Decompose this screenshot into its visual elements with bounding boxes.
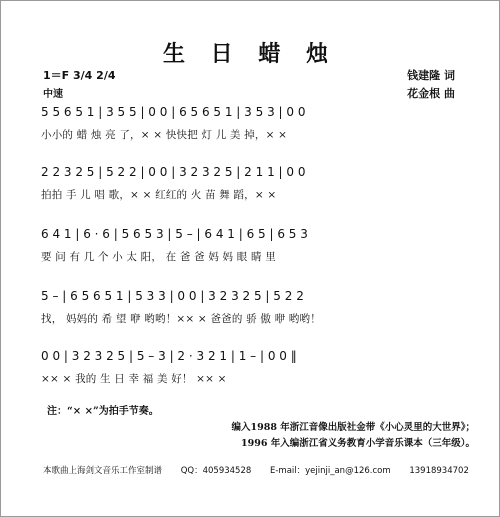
lyrics: 拍拍 手 儿 唱 歌，× × 红红的 火 苗 舞 蹈，× × <box>41 189 277 201</box>
phone-contact: 13918934702 <box>409 466 469 476</box>
composer-credit: 花金根 曲 <box>407 87 455 100</box>
footer <box>43 464 485 476</box>
lyrics: 小小的 蜡 烛 亮 了，× × 快快把 灯 儿 美 掉，× × <box>41 129 288 141</box>
clapping-note: 注：“× ×”为拍手节奏。 <box>47 406 159 417</box>
lyricist-credit: 钱建隆 词 <box>407 69 455 82</box>
time-signature: 3/4 2/4 <box>73 69 116 82</box>
key-signature <box>43 67 116 83</box>
lyrics: 找， 妈妈的 希 望 咿 哟哟！×× × 爸爸的 骄 傲 咿 哟哟！ <box>41 313 321 325</box>
qq-contact: QQ：405934528 <box>180 466 252 476</box>
publication-line-2: 1996 年入编浙江省义务教育小学音乐课本（三年级）。 <box>241 438 475 449</box>
notation: 2 2 3 2 5 | 5 2 2 | 0 0 | 3 2 3 2 5 | 2 1 1 | 0 0 <box>41 165 306 179</box>
key-label: 1＝F <box>43 69 70 82</box>
maker-credit: 本歌曲上海剑文音乐工作室制谱 <box>43 466 163 476</box>
publication-line-1: 编入1988 年浙江音像出版社金带《小心灵里的大世界》； <box>231 422 475 433</box>
tempo-marking: 中速 <box>43 89 63 100</box>
notation: 6 4 1 | 6 · 6 | 5 6 5 3 | 5 – | 6 4 1 | 6 5 | 6 5 3 <box>41 227 308 241</box>
notation: 0 0 | 3 2 3 2 5 | 5 – 3 | 2 · 3 2 1 | 1 – | 0 0 ‖ <box>41 349 297 363</box>
notation: 5 – | 6 5 6 5 1 | 5 3 3 | 0 0 | 3 2 3 2 5 | 5 2 2 <box>41 289 304 303</box>
email-contact: E-mail：yejinji_an@126.com <box>269 466 391 476</box>
song-title: 生 日 蜡 烛 <box>163 41 337 67</box>
lyrics: ×× × 我的 生 日 幸 福 美 好！ ×× × <box>41 373 227 385</box>
lyrics: 要 问 有 几 个 小 太 阳， 在 爸 爸 妈 妈 眼 睛 里 <box>41 251 276 263</box>
notation: 5 5 6 5 1 | 3 5 5 | 0 0 | 6 5 6 5 1 | 3 5 3 | 0 0 <box>41 105 306 119</box>
